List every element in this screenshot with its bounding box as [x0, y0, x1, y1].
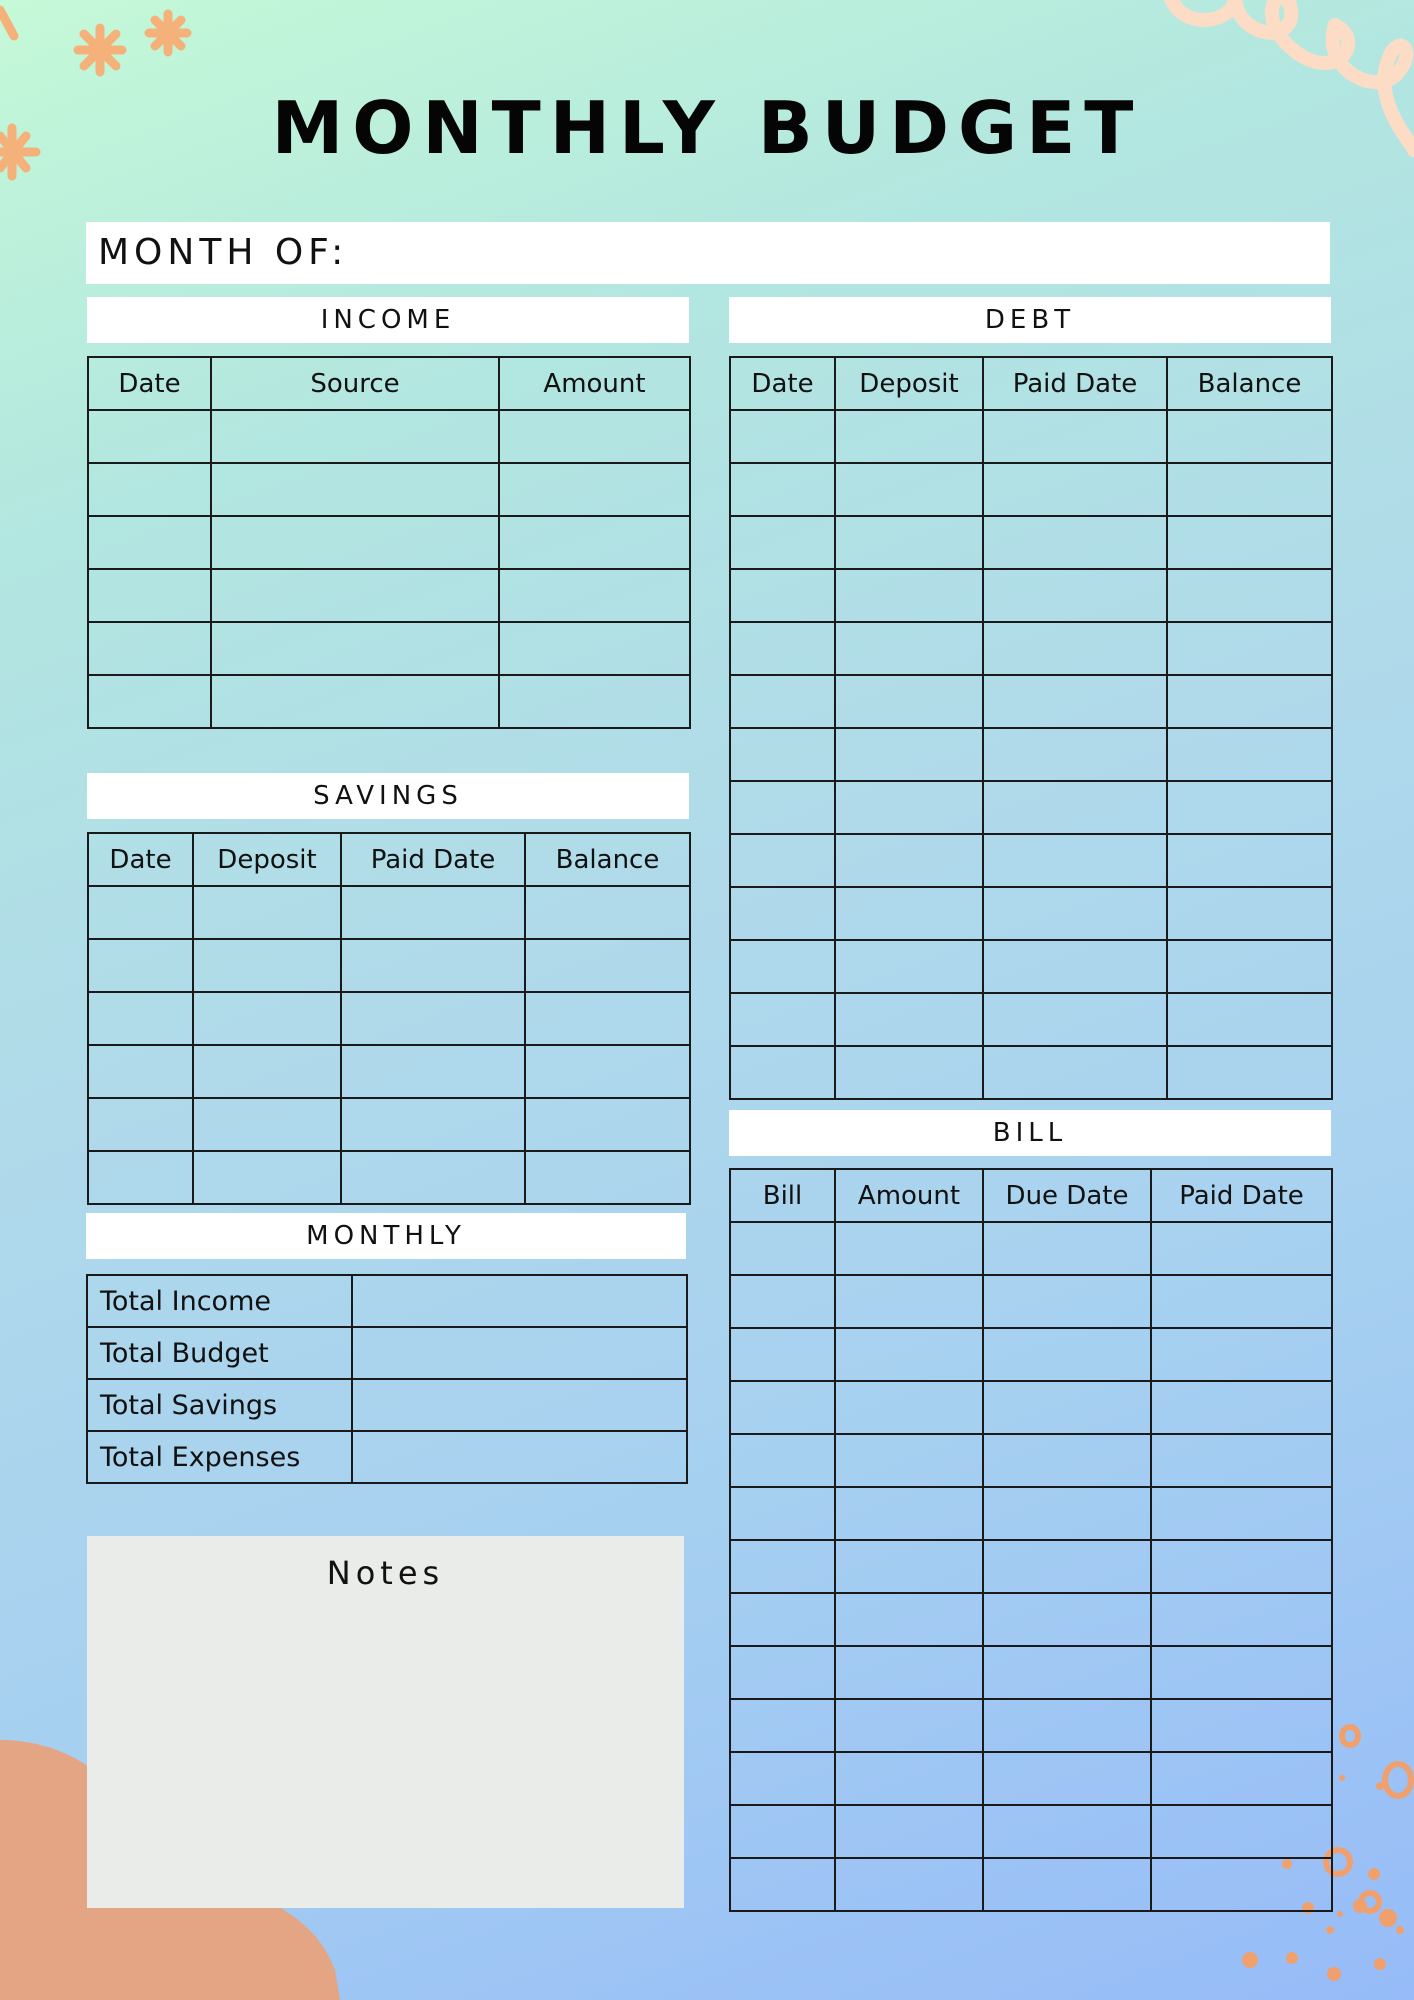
debt-cell[interactable]	[730, 1046, 835, 1099]
debt-cell[interactable]	[983, 463, 1167, 516]
debt-cell[interactable]	[730, 622, 835, 675]
income-row	[88, 410, 690, 463]
bill-cell[interactable]	[835, 1540, 983, 1593]
bill-cell[interactable]	[730, 1593, 835, 1646]
debt-cell[interactable]	[730, 410, 835, 463]
income-cell[interactable]	[88, 622, 211, 675]
debt-row	[730, 1046, 1332, 1099]
debt-cell[interactable]	[1167, 834, 1332, 887]
debt-cell[interactable]	[983, 516, 1167, 569]
savings-row	[88, 992, 690, 1045]
total-expenses-value[interactable]	[352, 1431, 687, 1483]
savings-col-balance: Balance	[525, 833, 690, 886]
savings-cell[interactable]	[88, 1151, 193, 1204]
debt-cell[interactable]	[835, 887, 983, 940]
bill-cell[interactable]	[730, 1434, 835, 1487]
debt-cell[interactable]	[1167, 569, 1332, 622]
savings-cell[interactable]	[525, 992, 690, 1045]
bill-cell[interactable]	[983, 1646, 1151, 1699]
income-cell[interactable]	[499, 675, 690, 728]
debt-cell[interactable]	[730, 834, 835, 887]
debt-header-row	[730, 357, 1332, 410]
debt-cell[interactable]	[983, 569, 1167, 622]
debt-cell[interactable]	[1167, 781, 1332, 834]
income-col-amount: Amount	[499, 357, 690, 410]
bill-cell[interactable]	[835, 1752, 983, 1805]
debt-cell[interactable]	[835, 781, 983, 834]
total-budget-value[interactable]	[352, 1327, 687, 1379]
debt-table	[729, 356, 1333, 1100]
bill-cell[interactable]	[983, 1593, 1151, 1646]
bill-cell[interactable]	[835, 1699, 983, 1752]
savings-cell[interactable]	[88, 939, 193, 992]
debt-cell[interactable]	[730, 781, 835, 834]
total-savings-label: Total Savings	[87, 1379, 352, 1431]
savings-cell[interactable]	[88, 886, 193, 939]
income-col-source: Source	[211, 357, 499, 410]
income-cell[interactable]	[211, 516, 499, 569]
income-heading-bar	[87, 297, 689, 343]
bill-cell[interactable]	[1151, 1752, 1332, 1805]
bill-col-bill: Bill	[730, 1169, 835, 1222]
bill-cell[interactable]	[983, 1805, 1151, 1858]
debt-cell[interactable]	[835, 1046, 983, 1099]
savings-heading-bar	[87, 773, 689, 819]
debt-cell[interactable]	[983, 410, 1167, 463]
debt-cell[interactable]	[835, 463, 983, 516]
debt-cell[interactable]	[730, 887, 835, 940]
bill-cell[interactable]	[983, 1752, 1151, 1805]
bill-row	[730, 1275, 1332, 1328]
savings-cell[interactable]	[193, 1151, 341, 1204]
income-cell[interactable]	[211, 569, 499, 622]
income-cell[interactable]	[499, 463, 690, 516]
debt-cell[interactable]	[1167, 516, 1332, 569]
bill-cell[interactable]	[983, 1858, 1151, 1911]
income-cell[interactable]	[211, 675, 499, 728]
debt-cell[interactable]	[1167, 410, 1332, 463]
bill-row	[730, 1222, 1332, 1275]
bill-cell[interactable]	[730, 1540, 835, 1593]
bill-table	[729, 1168, 1333, 1912]
debt-cell[interactable]	[835, 622, 983, 675]
debt-cell[interactable]	[1167, 622, 1332, 675]
income-col-date: Date	[88, 357, 211, 410]
total-expenses-label: Total Expenses	[87, 1431, 352, 1483]
debt-col-deposit: Deposit	[835, 357, 983, 410]
debt-row	[730, 516, 1332, 569]
debt-cell[interactable]	[1167, 887, 1332, 940]
bill-heading-bar	[729, 1110, 1331, 1156]
debt-cell[interactable]	[835, 675, 983, 728]
monthly-row	[87, 1431, 687, 1483]
savings-cell[interactable]	[193, 886, 341, 939]
bill-col-amount: Amount	[835, 1169, 983, 1222]
bill-cell[interactable]	[835, 1381, 983, 1434]
bill-cell[interactable]	[730, 1381, 835, 1434]
income-cell[interactable]	[88, 675, 211, 728]
bill-cell[interactable]	[1151, 1699, 1332, 1752]
debt-cell[interactable]	[983, 728, 1167, 781]
debt-cell[interactable]	[835, 940, 983, 993]
savings-cell[interactable]	[525, 1045, 690, 1098]
monthly-row	[87, 1275, 687, 1327]
bill-row	[730, 1434, 1332, 1487]
debt-cell[interactable]	[983, 887, 1167, 940]
bill-cell[interactable]	[730, 1275, 835, 1328]
savings-cell[interactable]	[341, 939, 525, 992]
income-row	[88, 622, 690, 675]
income-cell[interactable]	[88, 516, 211, 569]
debt-cell[interactable]	[730, 463, 835, 516]
bill-cell[interactable]	[730, 1487, 835, 1540]
bill-cell[interactable]	[983, 1381, 1151, 1434]
bill-row	[730, 1858, 1332, 1911]
monthly-heading-bar	[86, 1213, 686, 1259]
debt-cell[interactable]	[983, 622, 1167, 675]
savings-row	[88, 939, 690, 992]
bill-cell[interactable]	[835, 1646, 983, 1699]
bill-cell[interactable]	[983, 1434, 1151, 1487]
income-cell[interactable]	[211, 410, 499, 463]
savings-cell[interactable]	[525, 1151, 690, 1204]
debt-col-paid-date: Paid Date	[983, 357, 1167, 410]
income-row	[88, 569, 690, 622]
income-cell[interactable]	[499, 516, 690, 569]
bill-cell[interactable]	[730, 1805, 835, 1858]
debt-cell[interactable]	[1167, 728, 1332, 781]
bill-cell[interactable]	[835, 1328, 983, 1381]
bill-cell[interactable]	[1151, 1381, 1332, 1434]
debt-row	[730, 834, 1332, 887]
income-cell[interactable]	[499, 569, 690, 622]
savings-row	[88, 1098, 690, 1151]
bill-row	[730, 1328, 1332, 1381]
debt-cell[interactable]	[730, 993, 835, 1046]
savings-cell[interactable]	[88, 1045, 193, 1098]
savings-heading: SAVINGS	[313, 781, 463, 811]
total-income-value[interactable]	[352, 1275, 687, 1327]
debt-cell[interactable]	[1167, 940, 1332, 993]
monthly-row	[87, 1327, 687, 1379]
debt-row	[730, 781, 1332, 834]
bill-cell[interactable]	[1151, 1434, 1332, 1487]
savings-cell[interactable]	[88, 992, 193, 1045]
income-row	[88, 463, 690, 516]
debt-cell[interactable]	[835, 993, 983, 1046]
debt-cell[interactable]	[1167, 675, 1332, 728]
bill-header-row	[730, 1169, 1332, 1222]
debt-heading: DEBT	[984, 305, 1076, 335]
income-cell[interactable]	[499, 622, 690, 675]
debt-cell[interactable]	[835, 834, 983, 887]
income-cell[interactable]	[88, 410, 211, 463]
income-row	[88, 516, 690, 569]
bill-cell[interactable]	[983, 1487, 1151, 1540]
savings-cell[interactable]	[193, 1045, 341, 1098]
debt-row	[730, 569, 1332, 622]
savings-row	[88, 1151, 690, 1204]
bill-row	[730, 1540, 1332, 1593]
notes-box[interactable]	[87, 1536, 684, 1908]
savings-row	[88, 1045, 690, 1098]
debt-row	[730, 410, 1332, 463]
monthly-totals-table	[86, 1274, 688, 1484]
debt-cell[interactable]	[1167, 993, 1332, 1046]
bill-heading: BILL	[992, 1118, 1068, 1148]
total-income-label: Total Income	[87, 1275, 352, 1327]
savings-cell[interactable]	[341, 1151, 525, 1204]
bill-cell[interactable]	[1151, 1487, 1332, 1540]
income-cell[interactable]	[499, 410, 690, 463]
bill-cell[interactable]	[983, 1275, 1151, 1328]
savings-table	[87, 832, 691, 1205]
bill-row	[730, 1487, 1332, 1540]
savings-cell[interactable]	[193, 992, 341, 1045]
bill-cell[interactable]	[1151, 1222, 1332, 1275]
bill-cell[interactable]	[1151, 1540, 1332, 1593]
savings-cell[interactable]	[525, 886, 690, 939]
bill-cell[interactable]	[1151, 1858, 1332, 1911]
month-of-bar[interactable]	[86, 222, 1330, 284]
debt-row	[730, 993, 1332, 1046]
bill-cell[interactable]	[730, 1699, 835, 1752]
bill-row	[730, 1646, 1332, 1699]
debt-cell[interactable]	[983, 1046, 1167, 1099]
income-cell[interactable]	[211, 622, 499, 675]
savings-cell[interactable]	[193, 1098, 341, 1151]
bill-cell[interactable]	[730, 1328, 835, 1381]
bill-cell[interactable]	[835, 1593, 983, 1646]
income-cell[interactable]	[88, 569, 211, 622]
bill-cell[interactable]	[983, 1328, 1151, 1381]
savings-row	[88, 886, 690, 939]
savings-cell[interactable]	[341, 992, 525, 1045]
debt-row	[730, 675, 1332, 728]
debt-row	[730, 940, 1332, 993]
bill-cell[interactable]	[1151, 1328, 1332, 1381]
savings-col-deposit: Deposit	[193, 833, 341, 886]
bill-cell[interactable]	[730, 1646, 835, 1699]
savings-cell[interactable]	[88, 1098, 193, 1151]
debt-cell[interactable]	[730, 675, 835, 728]
bill-cell[interactable]	[835, 1275, 983, 1328]
bill-col-due-date: Due Date	[983, 1169, 1151, 1222]
bill-row	[730, 1699, 1332, 1752]
bill-cell[interactable]	[983, 1699, 1151, 1752]
debt-cell[interactable]	[983, 993, 1167, 1046]
bill-row	[730, 1381, 1332, 1434]
debt-cell[interactable]	[983, 940, 1167, 993]
bill-cell[interactable]	[1151, 1646, 1332, 1699]
debt-cell[interactable]	[1167, 463, 1332, 516]
savings-col-date: Date	[88, 833, 193, 886]
debt-heading-bar	[729, 297, 1331, 343]
bill-cell[interactable]	[1151, 1805, 1332, 1858]
bill-row	[730, 1593, 1332, 1646]
bill-cell[interactable]	[835, 1222, 983, 1275]
bill-col-paid-date: Paid Date	[1151, 1169, 1332, 1222]
total-savings-value[interactable]	[352, 1379, 687, 1431]
bill-cell[interactable]	[983, 1222, 1151, 1275]
debt-row	[730, 728, 1332, 781]
debt-cell[interactable]	[835, 728, 983, 781]
debt-cell[interactable]	[835, 410, 983, 463]
debt-cell[interactable]	[983, 675, 1167, 728]
income-heading: INCOME	[320, 305, 456, 335]
debt-cell[interactable]	[983, 834, 1167, 887]
debt-row	[730, 463, 1332, 516]
debt-cell[interactable]	[730, 569, 835, 622]
debt-cell[interactable]	[730, 728, 835, 781]
bill-cell[interactable]	[730, 1222, 835, 1275]
income-header-row	[88, 357, 690, 410]
total-budget-label: Total Budget	[87, 1327, 352, 1379]
debt-cell[interactable]	[730, 516, 835, 569]
month-of-label: MONTH OF:	[98, 232, 349, 273]
bill-cell[interactable]	[730, 1858, 835, 1911]
debt-cell[interactable]	[1167, 1046, 1332, 1099]
bill-cell[interactable]	[835, 1487, 983, 1540]
debt-col-balance: Balance	[1167, 357, 1332, 410]
bill-cell[interactable]	[730, 1752, 835, 1805]
bill-cell[interactable]	[1151, 1275, 1332, 1328]
notes-label: Notes	[326, 1554, 445, 1592]
savings-cell[interactable]	[193, 939, 341, 992]
savings-cell[interactable]	[525, 1098, 690, 1151]
savings-cell[interactable]	[341, 886, 525, 939]
bill-row	[730, 1752, 1332, 1805]
debt-col-date: Date	[730, 357, 835, 410]
page-title: MONTHLY BUDGET	[271, 86, 1143, 170]
debt-row	[730, 887, 1332, 940]
debt-cell[interactable]	[835, 516, 983, 569]
income-table	[87, 356, 691, 729]
savings-cell[interactable]	[525, 939, 690, 992]
income-cell[interactable]	[211, 463, 499, 516]
monthly-heading: MONTHLY	[306, 1221, 466, 1251]
bill-cell[interactable]	[835, 1805, 983, 1858]
debt-cell[interactable]	[983, 781, 1167, 834]
bill-cell[interactable]	[983, 1540, 1151, 1593]
bill-cell[interactable]	[835, 1434, 983, 1487]
income-cell[interactable]	[88, 463, 211, 516]
savings-cell[interactable]	[341, 1045, 525, 1098]
savings-header-row	[88, 833, 690, 886]
savings-col-paid-date: Paid Date	[341, 833, 525, 886]
monthly-row	[87, 1379, 687, 1431]
debt-cell[interactable]	[835, 569, 983, 622]
bill-row	[730, 1805, 1332, 1858]
bill-cell[interactable]	[835, 1858, 983, 1911]
debt-row	[730, 622, 1332, 675]
bill-cell[interactable]	[1151, 1593, 1332, 1646]
debt-cell[interactable]	[730, 940, 835, 993]
income-row	[88, 675, 690, 728]
savings-cell[interactable]	[341, 1098, 525, 1151]
